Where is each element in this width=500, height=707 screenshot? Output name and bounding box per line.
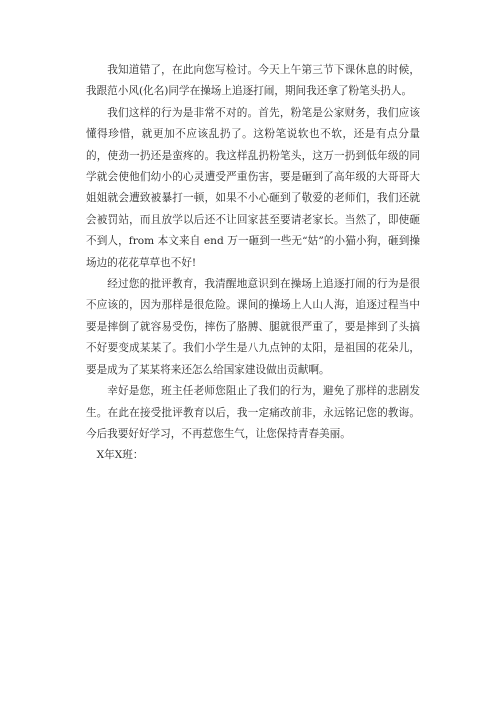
signature-line: X年X班： xyxy=(96,449,144,462)
paragraph-2: 我们这样的行为是非常不对的。首先，粉笔是公家财务，我们应该懂得珍惜，就更加不应该乱扔了。这粉笔说软也不软，还是有点分量的，使劲一扔还是蛮疼的。我这样乱扔粉笔头，这万一扔到低年级的同学就会使他们幼小的心灵遭受严重伤害，要是砸到了高年级的大哥哥大姐姐就会遭致被暴打一顿，如果不小心砸到了敬爱的老师们，我们还就会被罚站，而且放学以后还不让回家甚至要请老家长。当然了，即使砸不到人，from 本文来自 end 万一砸到一些无“姑”的小猫小狗，砸到操场边的花花草草也不好! xyxy=(86,106,420,269)
paragraph-4: 幸好是您，班主任老师您阻止了我们的行为，避免了那样的悲剧发生。在此在接受批评教育以后，我一定痛改前非，永远铭记您的教诲。今后我要好好学习，不再惹您生气，让您保持青春美丽。 xyxy=(86,385,420,440)
paragraph-3: 经过您的批评教育，我清醒地意识到在操场上追逐打闹的行为是很不应该的，因为那样是很危险。课间的操场上人山人海，追逐过程当中要是摔倒了就容易受伤，摔伤了胳膊、腿就很严重了，要是摔到了头搞不好要变成某某了。我们小学生是八九点钟的太阳，是祖国的花朵儿，要是成为了某某将来还怎么给国家建设做出贡献啊。 xyxy=(86,278,420,376)
document-body xyxy=(86,60,420,467)
paragraph-1: 我知道错了，在此向您写检讨。今天上午第三节下课休息的时候，我跟范小风(化名)同学在操场上追逐打闹，期间我还拿了粉笔头扔人。 xyxy=(86,64,420,98)
